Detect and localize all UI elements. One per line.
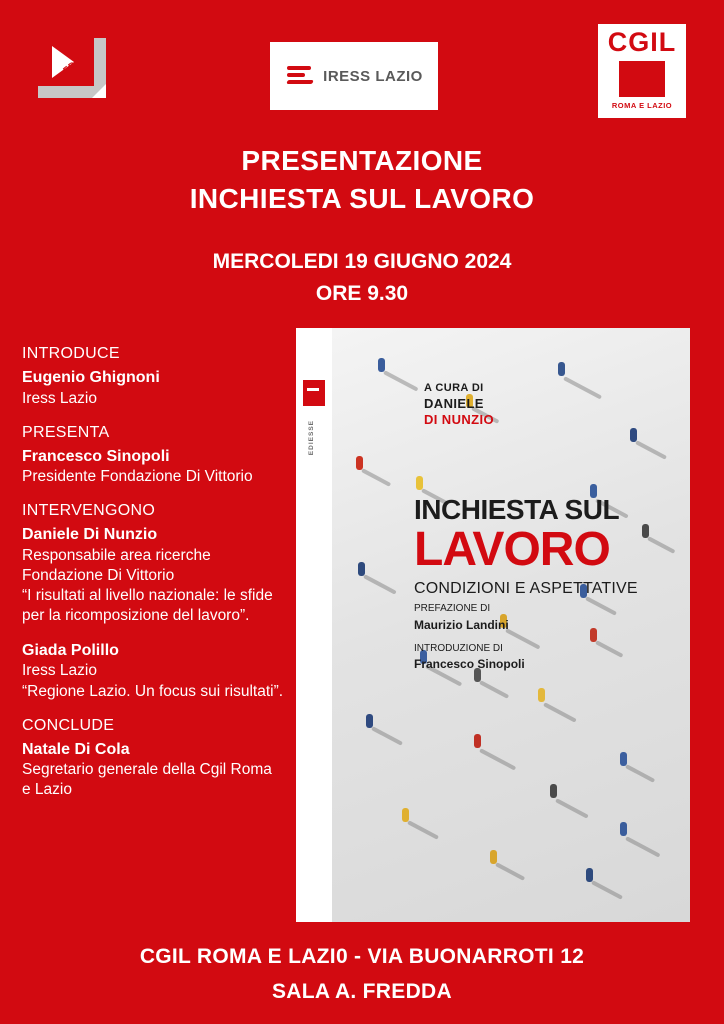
- programme-item: [22, 344, 284, 409]
- programme-item: [22, 501, 284, 626]
- programme-quote: “Regione Lazio. Un focus sui risultati”.: [22, 682, 284, 700]
- publisher-name: EDIESSE: [308, 420, 315, 456]
- cover-title-line-1: INCHIESTA SUL: [414, 494, 620, 525]
- cgil-subtitle: ROMA E LAZIO: [611, 101, 673, 110]
- fdv-corner-fold: [92, 84, 106, 98]
- cover-curator-block: [424, 382, 494, 428]
- cover-intro-label: INTRODUZIONE DI: [414, 642, 503, 654]
- fondazione-di-vittorio-logo: [38, 38, 106, 98]
- iress-mark-icon: [285, 61, 315, 91]
- cover-title-line-2: LAVORO: [414, 523, 610, 576]
- programme-item: [22, 641, 284, 702]
- programme-quote: “I risultati al livello nazionale: le sfide per la ricomposizione del lavoro”.: [22, 587, 273, 625]
- event-date-block: [0, 246, 724, 309]
- cover-preface-name: Maurizio Landini: [414, 617, 509, 632]
- cover-subtitle: CONDIZIONI E ASPETTATIVE: [414, 580, 638, 597]
- programme-affiliation: Responsabile area ricerche Fondazione Di Vittorio: [22, 547, 211, 585]
- programme-item: [22, 423, 284, 488]
- programme-item: [22, 716, 284, 801]
- title-line-2: INCHIESTA SUL LAVORO: [189, 182, 535, 214]
- programme-affiliation: Iress Lazio: [22, 389, 97, 407]
- cover-title-block: [414, 496, 638, 598]
- programme-affiliation: Segretario generale della Cgil Roma e Lazio: [22, 761, 272, 799]
- cgil-roma-e-lazio-logo: [596, 22, 688, 120]
- cover-curator-last-name: DI NUNZIO: [424, 412, 495, 427]
- cgil-wordmark: CGIL: [607, 27, 677, 57]
- book-cover-image: [296, 328, 690, 922]
- programme-role: INTRODUCE: [22, 345, 120, 362]
- iress-lazio-logo: [270, 42, 438, 110]
- cover-intro-name: Francesco Sinopoli: [414, 657, 525, 672]
- footer-venue-block: [0, 939, 724, 1010]
- fdv-logo-label: FDV: [61, 54, 84, 76]
- programme-name: Eugenio Ghignoni: [22, 368, 160, 386]
- logo-bar: [0, 0, 724, 130]
- cover-curator-first-name: DANIELE: [424, 395, 484, 411]
- programme-name: Francesco Sinopoli: [22, 447, 170, 465]
- programme-role: CONCLUDE: [22, 716, 115, 734]
- publisher-logo-icon: [303, 380, 325, 406]
- cover-spine: [296, 328, 332, 922]
- programme-affiliation: Presidente Fondazione Di Vittorio: [22, 468, 253, 486]
- title-line-1: PRESENTAZIONE: [241, 145, 483, 176]
- programme-list: [22, 344, 284, 815]
- programme-name: Natale Di Cola: [22, 740, 130, 758]
- event-date: MERCOLEDI 19 GIUGNO 2024: [212, 250, 512, 273]
- cgil-square-icon: [619, 61, 665, 97]
- cover-preface-label: PREFAZIONE DI: [414, 603, 491, 614]
- programme-role: PRESENTA: [22, 423, 110, 441]
- venue-room: SALA A. FREDDA: [272, 980, 452, 1004]
- page-title: [0, 142, 724, 218]
- programme-affiliation: Iress Lazio: [22, 662, 97, 680]
- event-time: ORE 9.30: [315, 281, 409, 305]
- iress-lazio-label: IRESS LAZIO: [323, 67, 423, 85]
- programme-name: Daniele Di Nunzio: [22, 526, 158, 544]
- venue-address: CGIL ROMA E LAZI0 - VIA BUONARROTI 12: [139, 944, 585, 968]
- cover-curator-label: A CURA DI: [424, 382, 484, 394]
- programme-name: Giada Polillo: [22, 641, 119, 659]
- cover-credits-block: [414, 602, 525, 674]
- programme-role: INTERVENGONO: [22, 502, 156, 520]
